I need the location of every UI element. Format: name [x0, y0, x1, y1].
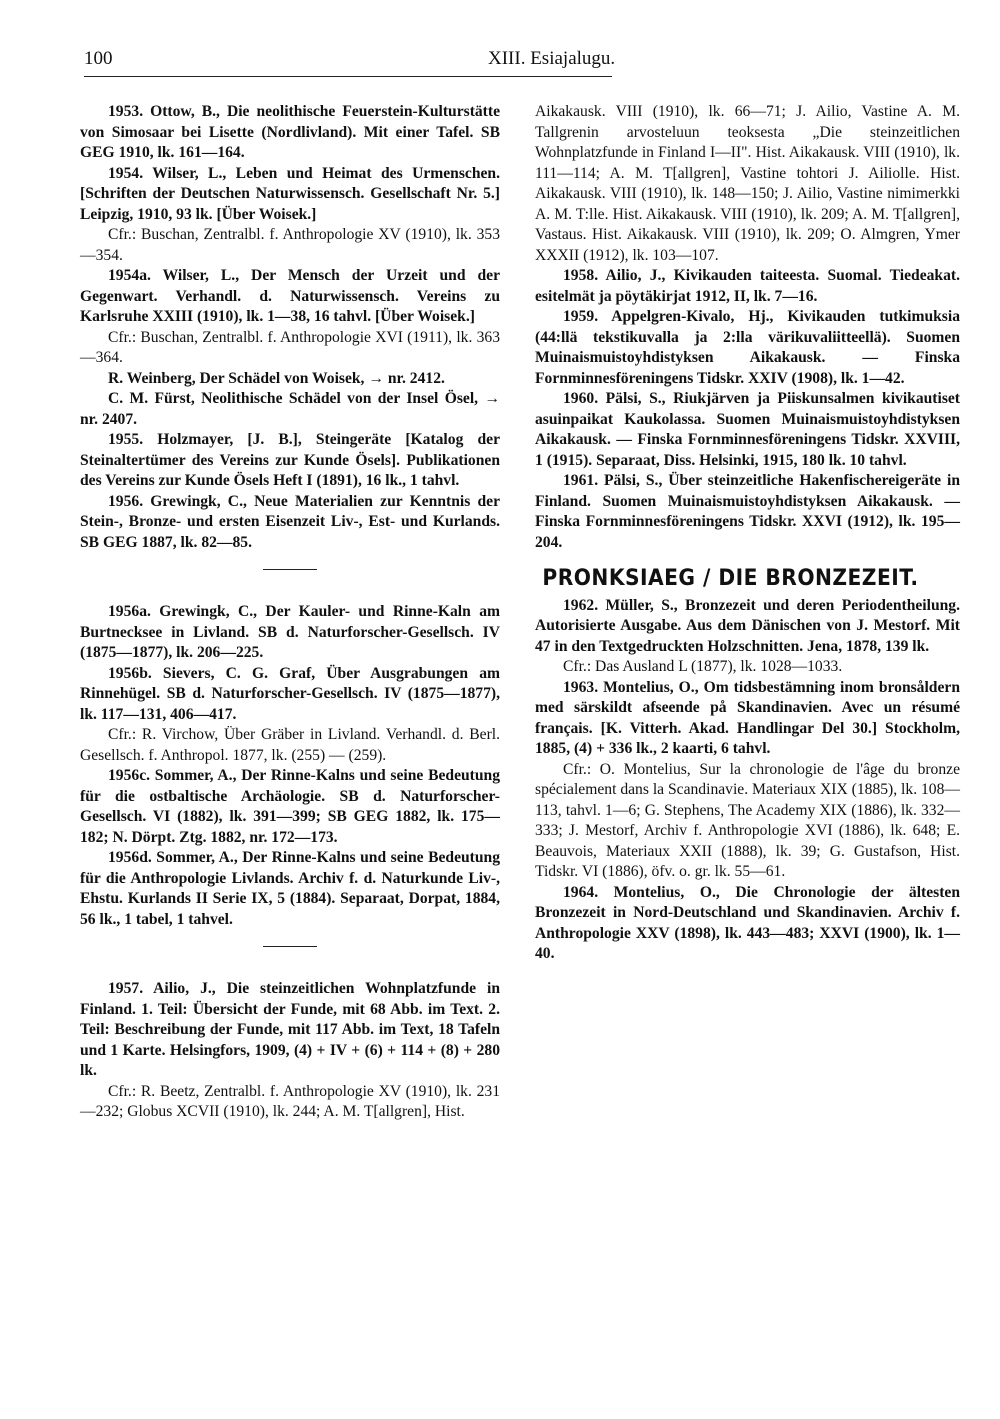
entry-1963: 1963. Montelius, O., Om tidsbestämning inom bronsåldern med särskildt afseende på Skandinavien. Avec un résumé français. [K. Vitterh. Akad. Handlingar Del 30.] Stockholm, 1885, (4) + 336 lk., 2 kaarti, 6 tahvl. [535, 678, 960, 757]
entry-1954a: 1954a. Wilser, L., Der Mensch der Urzeit und der Gegenwart. Verhandl. d. Naturwissensch. Vereins zu Karlsruhe XXIII (1910), lk. 1—38, 16 tahvl. [Über Woisek.] [80, 267, 500, 325]
running-title: XIII. Esiajalugu. [488, 48, 616, 69]
review-note: Cfr.: R. Beetz, Zentralbl. f. Anthropologie XV (1910), lk. 231—232; Globus XCVII (1910), lk. 244; A. M. T[allgren], Hist. [80, 1082, 500, 1120]
entry-1958: 1958. Ailio, J., Kivikauden taiteesta. Suomal. Tiedeakat. esitelmät ja pöytäkirjat 1912, II, lk. 7—16. [535, 267, 960, 305]
review-note: Cfr.: Das Ausland L (1877), lk. 1028—1033. [563, 658, 843, 675]
entry-1956d: 1956d. Sommer, A., Der Rinne-Kalns und seine Bedeutung für die Anthropologie Livlands. Archiv f. d. Naturkunde Liv-, Ehstu. Kurlands II Serie IX, 5 (1884). Separaat, Dorpat, 1884, 56 lk., 1 tabel, 1 tahvel. [80, 849, 500, 928]
section-heading: PRONKSIAEG / DIE BRONZEZEIT. [542, 566, 919, 591]
review-note-continued: Aikakausk. VIII (1910), lk. 66—71; J. Ailio, Vastine A. M. Tallgrenin arvosteluun teoksesta „Die steinzeitlichen Wohnplatzfunde in Finland I—II". Hist. Aikakausk. VIII (1910), lk. 111—114; A. M. T[allgren], Vastine tohtori J. Ailiolle. Hist. Aikakausk. VIII (1910), lk. 148—150; J. Ailio, Vastine nimimerkki A. M. T:lle. Hist. Aikakausk. VIII (1910), lk. 209; A. M. T[allgren], Vastaus. Hist. Aikakausk. VIII (1910), lk. 209; O. Almgren, Ymer XXXII (1912), lk. 103—107. [535, 103, 960, 264]
entry-1956b: 1956b. Sievers, C. G. Graf, Über Ausgrabungen am Rinnehügel. SB d. Naturforscher-Gesellsch. IV (1875—1877), lk. 117—131, 406—417. [80, 664, 500, 723]
page-header [84, 46, 616, 77]
entry-1956c: 1956c. Sommer, A., Der Rinne-Kalns und seine Bedeutung für die ostbaltische Archäologie. SB d. Naturforscher-Gesellsch. VI (1882), lk. 391—399; SB GEG 1882, lk. 175—182; N. Dörpt. Ztg. 1882, nr. 172—173. [80, 767, 500, 846]
review-note: Cfr.: Buschan, Zentralbl. f. Anthropologie XVI (1911), lk. 363—364. [80, 328, 500, 366]
entry-1956: 1956. Grewingk, C., Neue Materialien zur Kenntnis der Stein-, Bronze- und ersten Eisenzeit Liv-, Est- und Kurlands. SB GEG 1887, lk. 82—85. [80, 492, 500, 551]
entry-1954: 1954. Wilser, L., Leben und Heimat des Urmenschen. [Schriften der Deutschen Naturwissensch. Gesellschaft Nr. 5.] Leipzig, 1910, 93 lk. [Über Woisek.] [80, 164, 500, 223]
entry-1957: 1957. Ailio, J., Die steinzeitlichen Wohnplatzfunde in Finland. 1. Teil: Übersicht der Funde, mit 68 Abb. im Text. 2. Teil: Beschreibung der Funde, mit 117 Abb. im Text, 18 Tafeln und 1 Karte. Helsingfors, 1909, (4) + IV + (6) + 114 + (8) + 280 lk. [80, 980, 500, 1079]
entry-1953: 1953. Ottow, B., Die neolithische Feuerstein-Kulturstätte von Simosaar bei Lisette (Nordlivland). Mit einer Tafel. SB GEG 1910, lk. 161—164. [80, 103, 500, 161]
review-note: Cfr.: O. Montelius, Sur la chronologie de l'âge du bronze spécialement dans la Scandinavie. Materiaux XIX (1885), lk. 108—113, tahvl. 1—6; G. Stephens, The Academy XIX (1886), lk. 332—333; J. Mestorf, Archiv f. Anthropologie XVI (1886), lk. 648; E. Beauvois, Materiaux XXII (1888), lk. 39; G. Gustafson, Hist. Tidskr. VI (1886), öfv. o. gr. lk. 55—61. [535, 760, 960, 880]
entry-1962: 1962. Müller, S., Bronzezeit und deren Periodentheilung. Autorisierte Ausgabe. Aus dem Dänischen von J. Mestorf. Mit 47 in den Textgedruckten Holzschnitten. Jena, 1878, 139 lk. [535, 596, 960, 655]
right-column [535, 102, 960, 965]
left-column [80, 102, 500, 1123]
entry-1960: 1960. Pälsi, S., Riukjärven ja Piiskunsalmen kivikautiset asuinpaikat Kaukolassa. Suomen Muinaismuistoyhdistyksen Aikakausk. — Finska Fornminnesföreningens Tidskr. XXVIII, 1 (1915). Separaat, Diss. Helsinki, 1915, 180 lk. 10 tahvl. [535, 390, 960, 469]
cross-reference: C. M. Fürst, Neolithische Schädel von der Insel Ösel, → nr. 2407. [80, 390, 500, 428]
cross-reference: R. Weinberg, Der Schädel von Woisek, → nr. 2412. [108, 369, 445, 387]
separator-rule [263, 946, 317, 947]
entry-1964: 1964. Montelius, O., Die Chronologie der ältesten Bronzezeit in Nord-Deutschland und Skandinavien. Archiv f. Anthropologie XXV (1898), lk. 443—483; XXVI (1900), lk. 1—40. [535, 883, 960, 962]
page-number: 100 [84, 48, 113, 69]
review-note: Cfr.: R. Virchow, Über Gräber in Livland. Verhandl. d. Berl. Gesellsch. f. Anthropol. 1877, lk. (255) — (259). [80, 726, 500, 764]
separator-rule [263, 569, 317, 570]
entry-1956a: 1956a. Grewingk, C., Der Kauler- und Rinne-Kaln am Burtnecksee in Livland. SB d. Naturforscher-Gesellsch. IV (1875—1877), lk. 206—225. [80, 603, 500, 661]
entry-1955: 1955. Holzmayer, [J. B.], Steingeräte [Katalog der Steinaltertümer des Vereins zur Kunde Ösels]. Publikationen des Vereins zur Kunde Ösels Heft I (1891), 16 lk., 1 tahvl. [80, 431, 500, 489]
entry-1961: 1961. Pälsi, S., Über steinzeitliche Hakenfischereigeräte in Finland. Suomen Muinaismuistoyhdistyksen Aikakausk. — Finska Fornminnesföreningens Tidskr. XXVI (1912), lk. 195—204. [535, 472, 960, 551]
review-note: Cfr.: Buschan, Zentralbl. f. Anthropologie XV (1910), lk. 353—354. [80, 226, 500, 264]
entry-1959: 1959. Appelgren-Kivalo, Hj., Kivikauden tutkimuksia (44:llä tekstikuvalla ja 2:lla värikuvaliitteellä). Suomen Muinaismuistoyhdistyksen Aikakausk. — Finska Fornminnesföreningens Tidskr. XXIV (1908), lk. 1—42. [535, 308, 960, 387]
